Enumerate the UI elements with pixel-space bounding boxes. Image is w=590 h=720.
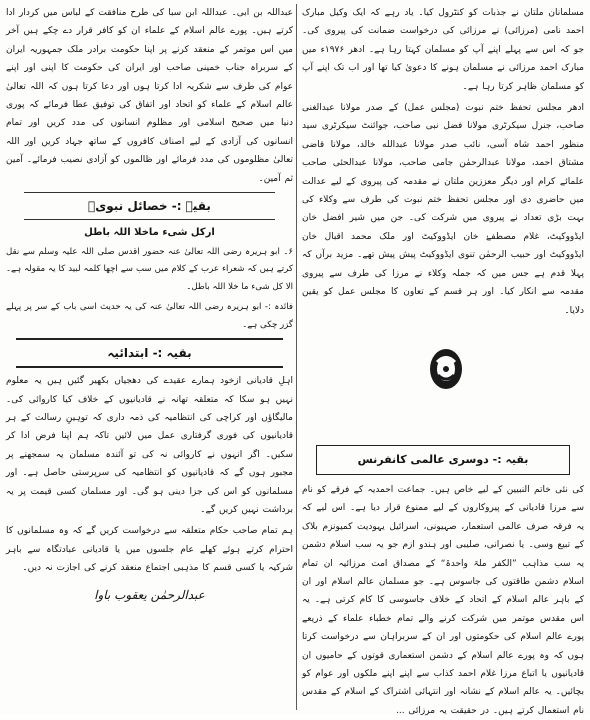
left-column [6,4,293,710]
left-intro-paragraph: عبداللہ بن ابی۔ عبداللہ ابن سبا کی طرح منافقت کے لباس میں کردار ادا کرتے ہیں۔ پورے عالم اسلام کے علماء ان کو کافر قرار دے چکے ہیں آخر میں اس موتمر کے منعقد کرنے پر اپنا حکومت برادر ملک جمہوریہ ایران کے سربراہ جناب خمینی صاحب اور ایران کی حکومت کا اپنی اور اپنے عوام کی طرف سے شکریہ ادا کرتا ہوں اور دعا کرتا ہوں کہ اللہ تعالیٰ عالم اسلام کے علماء کو اتحاد اور اتفاق کی توفیق عطا فرمائے کہ پوری دنیا میں صحیح اسلامی اور مظلوم انسانوں کی مدد کریں اور تمام انسانوں کی آزادی کے لیے اصناف کافروں کے ساتھ جہاد کریں اور اللہ تعالیٰ مظلوموں کی مدد فرمائے اور ظالموں کو آزادی نصیب فرمائے۔ آمین ثم آمین۔ [6,8,293,184]
verse-line: ارکل شیء ماخلا اللہ باطل [84,227,215,239]
ibtidaiya-paragraph-2: ہم تمام صاحب حکام متعلقہ سے درخواست کریں گے کہ وہ مسلمانوں کا احترام کرتے ہوئے کھلے عام جلسوں میں یا قادیانی عبادتگاہ سے باہر شرکیہ یا کسی قسم کا مذہبی اجتماع منعقد کرنے کی اجازت نہ دیں۔ [6,526,293,574]
divider [24,192,275,193]
section-heading-khasail: بقیہ :- خصائل نبویؐ [88,199,211,214]
divider [24,219,275,220]
section-heading-conference: بقیہ :- دوسری عالمی کانفرنس [316,445,570,475]
divider [16,338,283,340]
right-column [302,4,585,716]
conference-paragraph: کی نئی خاتم النبیین کے لیے خاص ہیں۔ جماعت احمدیہ کے فرقے کو نام سے مرزا قادیانی کے پیروکاروں کے لیے ممنوع قرار دیا ہے۔ اس لیے کہ یہ فرقہ صرف عالمی استعمار، صہیونی، اسرائیل یہودیت کمیونزم بلاک کے تبیع وسی۔ یا نصرانی، صلیبی اور ہندو ازم جو یہ سب اسلام دشمن یہ سب مذاہب ”الکفر ملۃ واحدۃ“ کے مصداق امت مرزائیہ ان تمام اسلام دشمن طاقتوں کی جاسوس ہے۔ جو مسلمان عالم اسلام اور ان کے باہر عالم اسلام کے اتحاد کے خلاف جاسوسی کا کام کرتی ہے۔ یہ اس مقدس موتمر میں شرکت کرنے والے تمام خطباء علماء کے ذریعے پورے عالم اسلام کی حکومتوں اور ان کے سربراہان سے درخواست کرتا ہوں کہ وہ پورے عالم اسلام کے دشمن استعماری قوتوں کے حامیوں ان قادیانیوں یا اتباع مرزا غلام احمد کذاب سے اپنے اپنے ملکوں اور عوام کو بچائیں۔ یہ عالم اسلام کے نشانہ اور انتہائی اشتراک کے اسلام کے مقدس نام استعمال کرتے ہیں۔ در حقیقت یہ مرزائی ... [302,484,584,716]
divider [16,366,283,368]
ibtidaiya-paragraph-1: اہلِ قادیانی ازخود ہمارے عقیدے کی دھجیاں بکھیر گئیں ہیں یہ معلوم نہیں ہو سکا کہ متعلقہ تھانہ نے قادیانیوں کے خلاف کیا کاروائی کی۔ مالیگاؤں اور کراچی کی انتظامیہ کی ذمہ داری کہ توہینِ رسالت کے ہر قادیانیوں کی فوری گرفتاری عمل میں لائیں تاکہ ہم اپنا فرض ادا کر سکیں۔ اگر انہوں نے کاروائی نہ کی تو آئندہ مسلمان یہ سمجھنے پر مجبور ہوں گے کہ قادیانیوں کو انتظامیہ کی سرپرستی حاصل ہے۔ اور مسلمانوں کو اس کی جزا دینی ہو گی۔ اور مسلمان کسی قیمت پر یہ برداشت نہیں کریں گے۔ [6,376,293,515]
section-heading-ibtidaiya: بقیہ :- ابتدائیہ [107,346,192,361]
right-paragraph-1: مسلمانان ملتان نے جذبات کو کنٹرول کیا۔ یاد رہے کہ ایک وکیل مبارک احمد نامی (مرزائی) نے مرزائی کی درخواست ضمانت کی پیروی کی۔ جو کہ اس سے پہلے اپنے آپ کو مسلمان کہتا رہا ہے۔ ادھر ۱۹۷۶ء میں مبارک احمد مرزائی نے مسلمان ہونے کا دعویٰ کیا تھا اور اب تک اپنے آپ کو مسلمان ظاہر کرتا رہا ہے۔ [302,8,585,92]
right-paragraph-2: ادھر مجلس تحفظ ختم نبوت (مجلس عمل) کے صدر مولانا عبدالغنی صاحب، جنرل سیکرٹری مولانا فضل نبی صاحب، جوائنٹ سیکرٹری سید منظور احمد شاہ آسی، نائب صدر مولانا عبدالله خالد، مولانا قاضی مشتاق احمد، مولانا عبدالرحمٰن جامی صاحب، مولانا عبدالحئی صاحب علمائے کرام اور دیگر معززین ملتان نے مقدمہ کی پیروی کے لیے عدالت میں حاضری دی اور مجلس تحفظ ختم نبوت کی طرف سے وکلاء کی بہت بڑی تعداد نے پیروی میں شرکت کی۔ جن میں شیر افضل خان ایڈووکیٹ، غلام مصطفےٰ خان ایڈووکیٹ اور ملک محمد اقبال خان ایڈووکیٹ اور حبیب الرحمٰن تنوی ایڈووکیٹ پیش پیش تھے۔ مزید برآں کہ پہلا قدم ہے جس میں کہ جملہ وکلاء نے مرزا کی طرف سے پیروی مقدمہ سے انکار کیا۔ اور ہر قسم کے تعاون کا مجلس عمل کو یقین دلایا۔ [302,103,584,316]
column-divider [296,4,297,710]
logo-area [302,323,584,439]
signature: عبدالرحمٰن یعقوب باوا [94,587,205,602]
hadith-paragraph-2: فائدہ :- ابو ہریرہ رضی اللہ تعالیٰ عنہ کی یہ حدیث اسی باب کے سر پر پہلے گزر چکی ہے۔ [6,302,293,330]
hadith-paragraph-1: ۶۔ ابو ہریرہ رضی اللہ تعالیٰ عنہ حضور اقدس صلی اللہ علیہ وسلم سے نقل کرتے ہیں کہ شعراء عرب کے کلام میں سب سے اچھا کلمہ لبید کا یہ مقولہ ہے۔ الا کل شیء ما خلا اللہ باطل۔ [6,247,293,292]
ornamental-logo-icon [426,345,466,393]
